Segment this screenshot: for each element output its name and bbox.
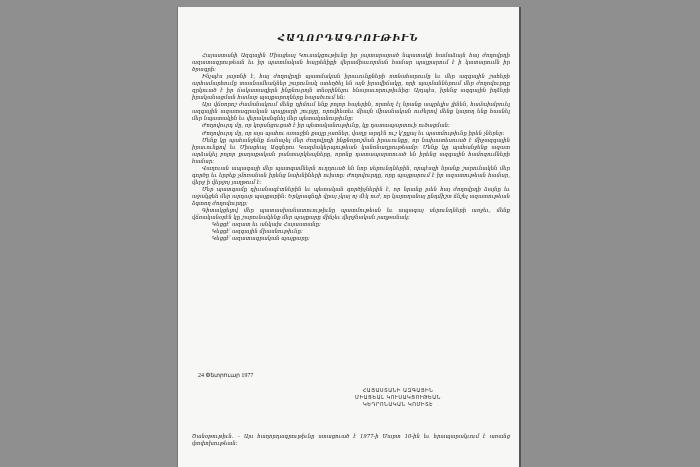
signature-block [298,388,498,409]
document-page [178,7,519,467]
footnote: Ծանօթութիւն. – Այս հաղորդագրութիւնը ստացուած է 1977-ի Մարտ 10-ին եւ հրապարակւում է առանց փոփոխութեան։ [192,434,510,447]
paragraph: Գիտակցելով մեր պատասխանատուութիւնը պատմութեան եւ ապագայ սերունդների առջեւ, մենք վճռականօրէն կը շարունակենք մեր պայքարը մինչեւ վերջնական յաղթանակ։ [192,208,510,222]
document-body [192,53,510,243]
document-date: 24 Փետրուար 1977 [198,373,254,379]
paragraph: Մենք կը պահանջենք ճանաչել մեր ժողովրդի ինքնորոշման իրաւունքը, որ նախատեսուած է միջազգային իրաւունքով եւ Միացեալ Ազգերու Կազմակերպութեան կանոնադրութեամբ։ Մենք կը պահանջենք ազատ արձակել բոլոր քաղաքական բանտարկեալները, որոնք դատապարտուած են իրենց ազգային համոզումների համար։ [192,137,510,165]
paragraph: Մեր պատգամը դիւանագէտներին եւ պետական գործիչներին է, որ նրանք լսեն հայ ժողովրդի ձայնը եւ աջակցեն մեր արդար պայքարին։ Երկրագնդի վրայ չկայ ոչ մէկ ուժ, որ կարողանայ ընդմիշտ ճնշել ազատութեան ձգտող ժողովուրդը։ [192,186,510,207]
signature-line: ՄԻԱՑԵԱԼ ԿՈՒՍԱԿՑՈՒԹԵԱՆ [355,395,441,401]
paragraph: Այս վճռորոշ ժամանակում մենք դիմում ենք բոլոր հայերին, որտեղ էլ նրանք ապրելիս լինեն, համախմբուել ազգային ազատագրական պայքարի շուրջը, որովհետեւ միայն միասնական ուժերով մենք կարող ենք հասնել մեր նպատակին եւ վերականգնել մեր պետականութիւնը։ [192,102,510,123]
document-title: ՀԱՂՈՐԴԱԳՐՈՒԹԻՒՆ [277,33,420,44]
paragraph: Ինչպէս յայտնի է, հայ ժողովրդի պատմական իրաւունքների ոտնահարումը եւ մեր ազգային շահերի արհամարհումը տասնամեակներ շարունակ ստեղծել են այն իրավիճակը, որի պայմաններում մեր ժողովուրդը զրկուած է իր ճակատագիրն ինքնուրոյն տնօրինելու հնարաւորութիւնից։ Այդպէս, իրենց ազգային իղձերի իրականացման համար պայքարողները հալածւում են։ [192,74,510,102]
closing-line: Կեցցէ՛ ազգային միասնութիւնը։ [212,229,303,236]
paragraph: Ժողովուրդ մը, որ կորսնցուցած է իր պետականութիւնը, կը դատապարտուի ուծացման։ [202,123,450,130]
paragraph: Վաղուան ապագայի մեր պատգամներն ուղղուած են նոր սերունդներին, որպէսզի նրանք շարունակեն մեր գործը եւ երբեք չմոռանան իրենց նախնիների ուխտը։ Ժողովուրդը, որը պայքարում է իր ազատութեան համար, վերջ ի վերջոյ յաղթում է։ [192,165,510,186]
signature-line: ԿԵԴՐՈՆԱԿԱՆ ԿՈՄԻՏԷ [362,402,434,408]
closing-line: Կեցցէ՛ ազատ եւ անկախ Հայաստանը։ [212,222,321,229]
closing-line: Կեցցէ՛ ազատագրական պայքարը։ [212,236,310,243]
paragraph: Հայաստանի Ազգային Միացեալ Կուսակցութիւնը իր յայտարարած նպատակի համաձայն հայ ժողովրդի ազատագրութեան եւ իր պատմական հայրենիքի վերամիաւորման համար պայքարում է ի կատարումն իր ծրագրի։ [192,53,510,74]
paragraph: Ժողովուրդ մը, որ այս պահու առաջին քայլը չառներ, վաղը արդէն ուշ կ՚ըլլայ եւ պատմութիւնը իրեն չներեր։ [202,130,505,137]
signature-line: ՀԱՅԱՍՏԱՆԻ ԱԶԳԱՅԻՆ [362,388,434,394]
